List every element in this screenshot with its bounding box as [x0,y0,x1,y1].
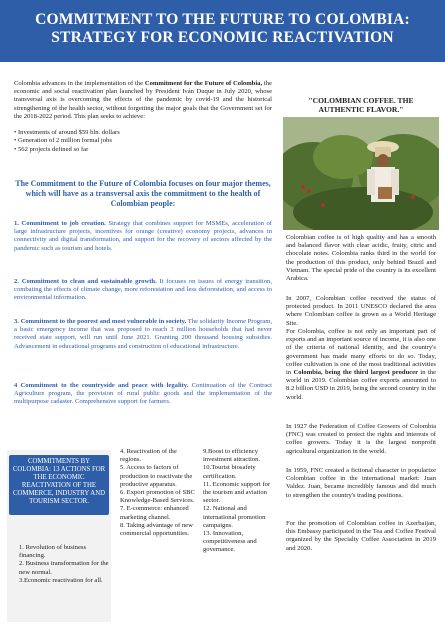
actions-column-2 [120,448,198,538]
actions-title: COMMITMENTS BY COLOMBIA: 13 ACTIONS FOR THE ECONOMIC REACTIVATION OF THE COMMERCE, INDUSTRY AND TOURISM SECTOR. [9,455,109,515]
coffee-paragraph-3 [286,328,436,402]
intro-paragraph [14,80,272,121]
bullet-item: • Investments of around $59 bln. dollars [14,129,272,137]
header-title-line2: STRATEGY FOR ECONOMIC REACTIVATION [51,29,394,46]
coffee-photo-illustration [283,117,439,230]
action-item: 1. Revolution of business financing. [19,544,87,560]
commitment-4 [14,382,272,407]
coffee-paragraph-6: For the promotion of Colombian coffee in Azerbaijan, this Embassy participated in the Tea and Coffee Festival organized by the Specialty Coffee Association in 2019 and 2020. [286,520,436,552]
action-item: 11. Economic support for the tourism and aviation sector. [203,480,271,505]
commitment-title: 4 Commitment to the countryside and peace with legality. [14,382,189,389]
commitment-title: 3. Commitment to the poorest and most vulnerable in society. [14,318,187,325]
action-item: 5. Access to factors of production to reactivate the productive apparatus. [120,464,193,488]
intro-text: Colombia advances in the implementation of the [14,80,145,87]
coffee-p3-text: For Colombia, coffee is not only an important part of exports and an important source of income, it is also one of the criteria of national identity, and the country's government has made many efforts to do so. Today, coffee cultivation is one of the most traditional activities in [286,328,436,377]
coffee-farmer-photo [283,117,439,230]
commitment-2 [14,278,272,303]
commitment-1 [14,220,272,253]
goal-bullets [14,129,272,154]
commitment-text: The solidarity Income Program, a basic emergency income that was proposed to reach 3 million households that had never received state support, will run until June 2021. Granting 200 thousand housing subsidies. Advancement in educational programs and construction of educational infrastructure. [14,318,272,350]
coffee-p3-text-rest: in the world in 2019. Colombian coffee exports amounted to 8.2 billion USD in 2019, being the second country in the world. [286,369,437,401]
action-item: 6. Export promotion of SBC Knowledge-Based Services. [120,489,195,505]
coffee-paragraph-5: In 1959, FNC created a fictional character to popularize Colombian coffee in the international market: Juan Valdez. Juan, became incredibly famous and did much to strengthen the country's trading positions. [286,467,436,499]
coffee-title: "COLOMBIAN COFFEE. THE AUTHENTIC FLAVOR." [308,96,414,115]
commitment-title: 1. Commitment to job creation. [14,220,106,227]
coffee-paragraph-4: In 1927 the Federation of Coffee Growers of Colombia (FNC) was created to protect the rights and interests of coffee growers. Today it is the largest nonprofit agricultural organization in the world. [286,423,436,455]
action-item: 3.Economic reactivation for all. [19,576,103,584]
action-item: 4. Reactivation of the regions. [120,448,177,464]
commitment-text: Continuation of the Contract Agriculture program, the provision of rural public goods and the implementation of the multipurpose cadaster. Comprehensive support for farmers. [14,382,273,406]
bullet-item: • Generation of 2 million formal jobs [14,137,272,145]
actions-column-3 [203,448,279,555]
intro-text-rest: the economic and social reactivation plan launched by President Iván Duque in July 2020, whose transversal axis is overcoming the effects of the pandemic by covid-19 and the historical strengthening of the health sector, without forgetting the major goals that the Government set for the 2018-2022 period. This plan seeks to achieve: [14,80,272,120]
coffee-paragraph-1: Colombian coffee is of high quality and has a smooth and balanced flavor with clear acidic, fruity, citric and chocolate notes. Colombia ranks third in the world for the production of this product, only behind Brazil and Vietnam. The special pride of the country is its excellent Arabica. [286,234,436,283]
bullet-item: • 562 projects defined so far [14,146,272,154]
commitment-title: 2. Commitment to clean and sustainable growth. [14,278,157,285]
commitment-text: It focuses on issues of energy transition, combating the effects of climate change, more reforestation and less deforestation, and access to environmental information. [14,278,272,302]
intro-section [14,80,272,154]
action-item: 9.Boost to efficiency investment attraction. [203,448,261,464]
intro-bold-text: Commitment for the Future of Colombia, [144,80,263,87]
coffee-p3-bold: Colombia, being the third largest producer [293,369,419,377]
actions-column-1 [19,544,109,585]
commitment-text: Strategy that combines support for MSMEs, acceleration of large infrastructure projects, incentives for orange (creative) economy projects, advances in connectivity and digital transformation, and support for the recovery of sectors affected by the pandemic such as tourism and hotels. [14,220,272,252]
coffee-paragraph-2: In 2007, Colombian coffee received the status of protected product. In 2011 UNESCO declared the area where Colombian coffee is grown as a World Heritage Site. [286,295,436,327]
page-header [0,0,445,62]
action-item: 13. Innovation, competitiveness and governance. [203,530,257,554]
action-item: 2. Business transformation for the new normal. [19,560,109,576]
action-item: 12. National and international promotion campaigns. [203,505,266,529]
header-title-line1: COMMITMENT TO THE FUTURE TO COLOMBIA: [35,11,410,28]
action-item: 7. E-commerce: enhanced marketing channel. [120,505,189,521]
focus-heading: The Commitment to the Future of Colombia focuses on four major themes, which will have as a transversal axis the commitment to the health of Colombian people: [15,179,271,208]
commitment-3 [14,318,272,351]
action-item: 8. Taking advantage of new commercial opportunities. [120,521,193,538]
action-item: 10.Tourist biosafety certification. [203,464,256,480]
